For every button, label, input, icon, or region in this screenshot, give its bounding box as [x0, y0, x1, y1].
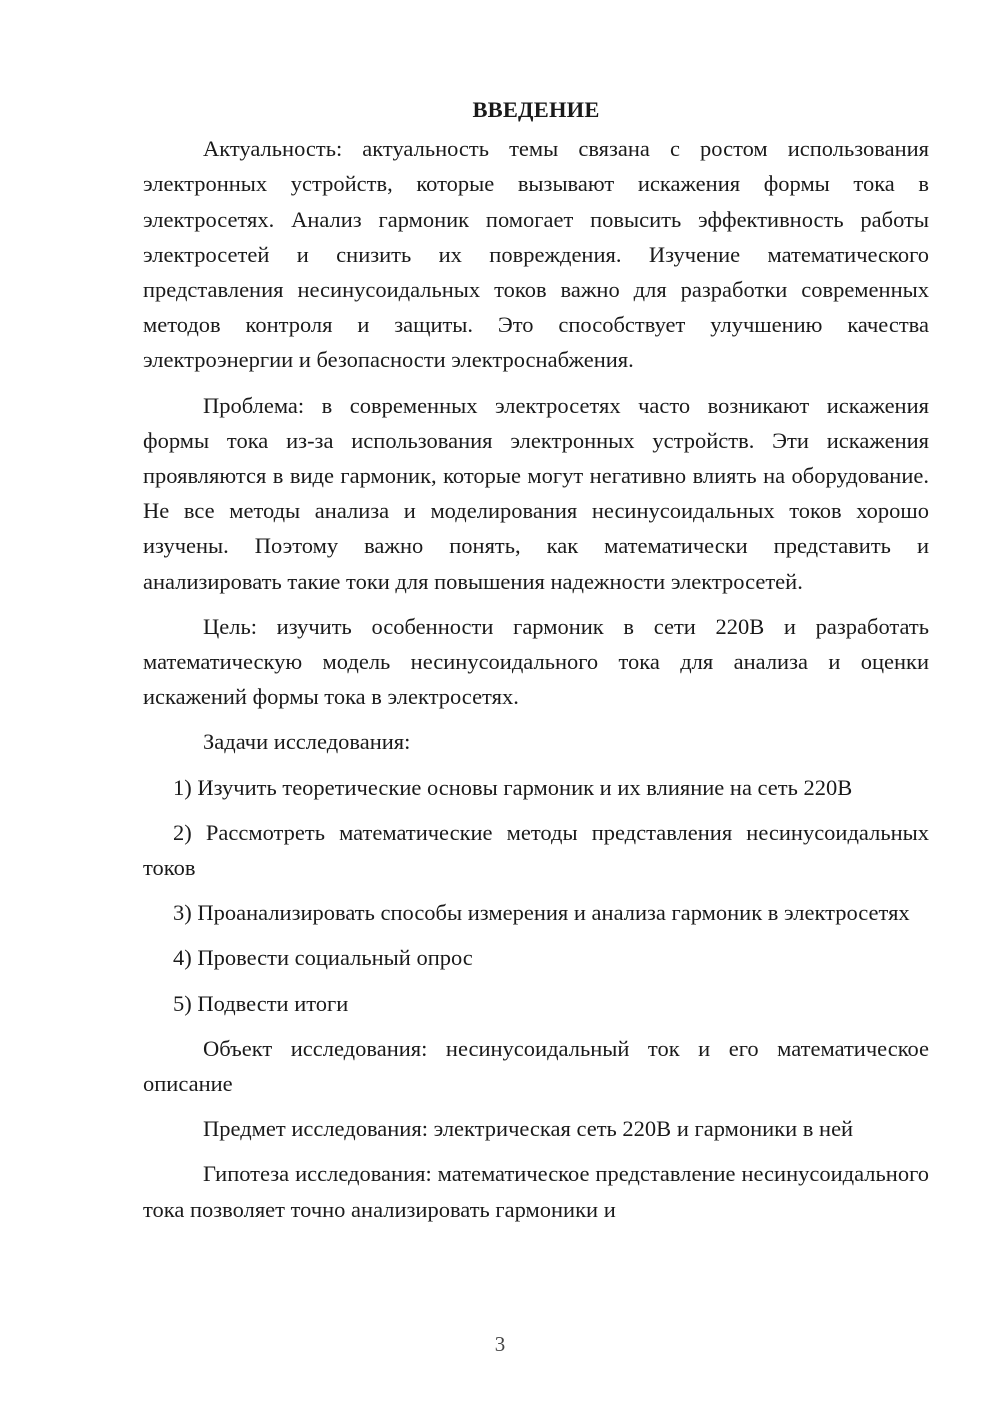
paragraph-object: Объект исследования: несинусоидальный ток и его математическое описание	[143, 1035, 929, 1097]
document-page	[143, 92, 929, 1237]
task-item-4: 4) Провести социальный опрос	[173, 945, 473, 971]
page-number: 3	[494, 1332, 506, 1356]
paragraph-subject: Предмет исследования: электрическая сеть 220В и гармоники в ней	[203, 1116, 854, 1142]
paragraph-tasks-heading: Задачи исследования:	[203, 729, 411, 755]
task-item-1: 1) Изучить теоретические основы гармоник и их влияние на сеть 220В	[173, 774, 853, 800]
paragraph-relevance: Актуальность: актуальность темы связана с ростом использования электронных устройств, которые вызывают искажения формы тока в электросетях. Анализ гармоник помогает повысить эффективность работы электросетей и снизить их повреждения. Изучение математического представления несинусоидальных токов важно для разработки современных методов контроля и защиты. Это способствует улучшению качества электроэнергии и безопасности электроснабжения.	[143, 136, 929, 373]
paragraph-goal: Цель: изучить особенности гармоник в сети 220В и разработать математическую модель несинусоидального тока для анализа и оценки искажений формы тока в электросетях.	[143, 613, 929, 710]
paragraph-hypothesis: Гипотеза исследования: математическое представление несинусоидального тока позволяет точно анализировать гармоники и	[143, 1161, 929, 1222]
page-title: ВВЕДЕНИЕ	[472, 97, 600, 122]
paragraph-problem: Проблема: в современных электросетях часто возникают искажения формы тока из-за использования электронных устройств. Эти искажения проявляются в виде гармоник, которые могут негативно влиять на оборудование. Не все методы анализа и моделирования несинусоидальных токов хорошо изучены. Поэтому важно понять, как математически представить и анализировать такие токи для повышения надежности электросетей.	[143, 392, 929, 594]
task-item-2: 2) Рассмотреть математические методы представления несинусоидальных токов	[143, 819, 929, 881]
task-item-5: 5) Подвести итоги	[173, 990, 349, 1016]
task-item-3: 3) Проанализировать способы измерения и анализа гармоник в электросетях	[173, 900, 910, 926]
